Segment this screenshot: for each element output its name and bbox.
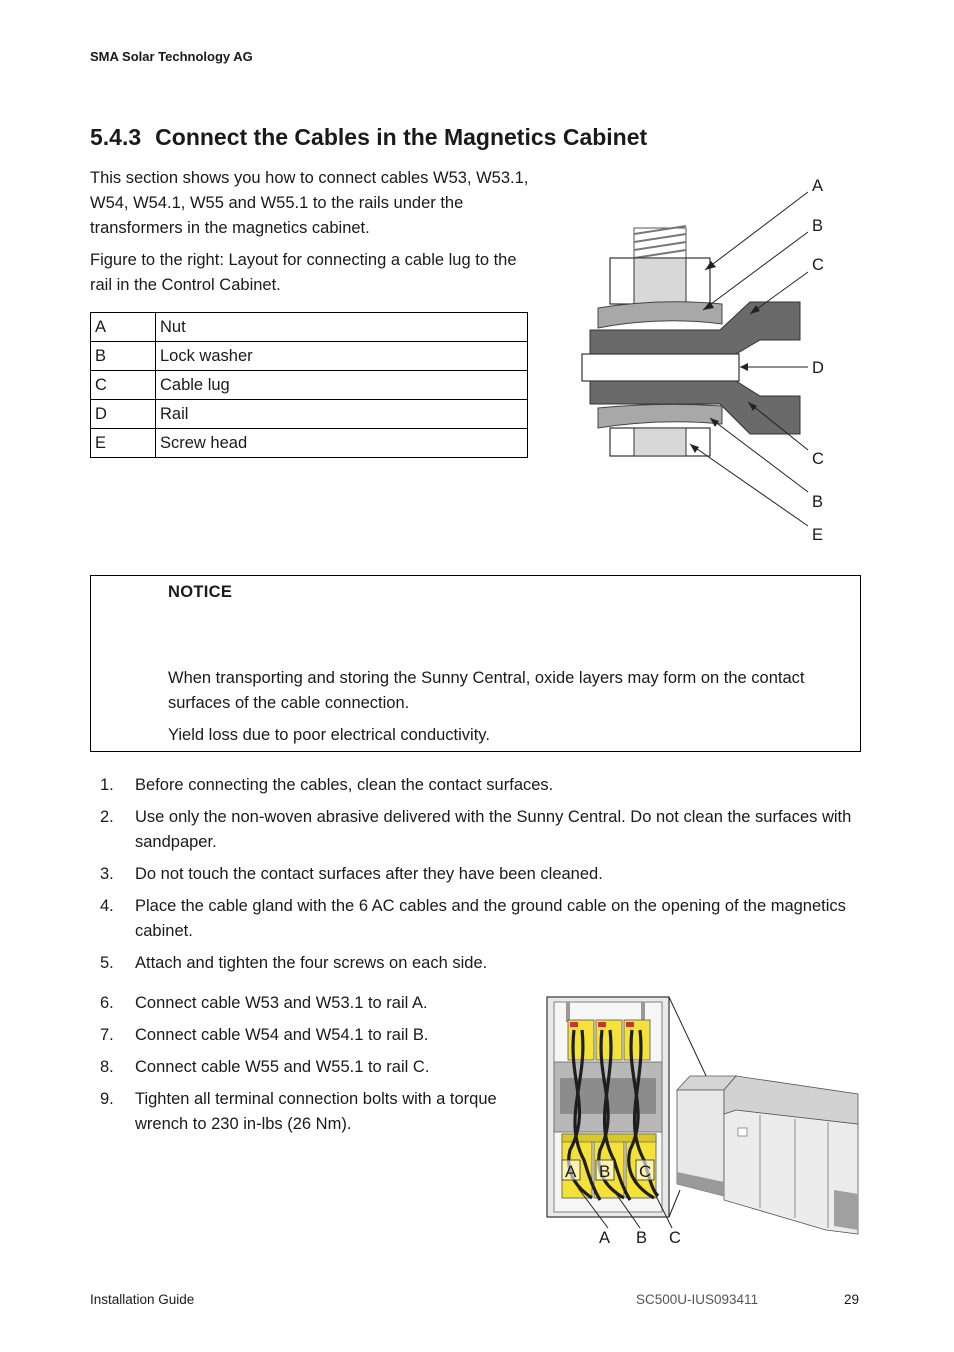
list-item xyxy=(90,805,861,855)
callout-c: C xyxy=(669,1229,681,1247)
notice-body xyxy=(168,666,853,755)
notice-heading: NOTICE xyxy=(168,583,233,601)
intro-paragraph: This section shows you how to connect cables W53, W53.1, W54, W54.1, W55 and W55.1 to the rails under the transformers in the magnetics cabinet. xyxy=(90,169,529,237)
step-number: 2. xyxy=(100,808,114,826)
step-text: Tighten all terminal connection bolts with a torque wrench to 230 in-lbs (26 Nm). xyxy=(135,1090,497,1133)
footer-doc-id: SC500U-IUS093411 xyxy=(636,1292,759,1307)
list-item xyxy=(90,773,861,798)
lock-washer-bottom xyxy=(598,404,722,428)
step-text: Before connecting the cables, clean the contact surfaces. xyxy=(135,776,554,794)
step-number: 3. xyxy=(100,865,114,883)
steps-list xyxy=(90,773,861,983)
step-text: Place the cable gland with the 6 AC cables and the ground cable on the opening of the magnetics cabinet. xyxy=(135,897,846,940)
step-number: 6. xyxy=(100,994,114,1012)
company-name: SMA Solar Technology AG xyxy=(90,49,253,64)
step-text: Connect cable W53 and W53.1 to rail A. xyxy=(135,994,428,1012)
legend-label: Cable lug xyxy=(156,371,528,400)
list-item xyxy=(90,894,861,944)
nut-shape xyxy=(610,258,710,304)
magnetics-cabinet-figure xyxy=(540,990,870,1255)
callout-label: B xyxy=(812,217,824,235)
rail-label-c: C xyxy=(639,1162,652,1181)
sunny-central-cabinet xyxy=(677,1076,858,1234)
step-number: 9. xyxy=(100,1090,114,1108)
step-text: Use only the non-woven abrasive delivered with the Sunny Central. Do not clean the surfaces with sandpaper. xyxy=(135,808,852,851)
table-row xyxy=(91,342,528,371)
step-number: 5. xyxy=(100,954,114,972)
legend-label: Screw head xyxy=(156,429,528,458)
step-number: 7. xyxy=(100,1026,114,1044)
list-item xyxy=(90,1023,530,1048)
legend-key: C xyxy=(91,371,156,400)
legend-key: A xyxy=(91,313,156,342)
legend-label: Rail xyxy=(156,400,528,429)
notice-box xyxy=(90,575,861,752)
step-text: Connect cable W55 and W55.1 to rail C. xyxy=(135,1058,430,1076)
callout-label: D xyxy=(812,359,824,377)
legend-key: E xyxy=(91,429,156,458)
section-title-text: Connect the Cables in the Magnetics Cabinet xyxy=(155,124,648,150)
figure-caption: Figure to the right: Layout for connecting a cable lug to the rail in the Control Cabinet. xyxy=(90,251,517,294)
callout-label: E xyxy=(812,526,824,544)
callout-label: C xyxy=(812,256,824,274)
legend-key: D xyxy=(91,400,156,429)
cable-lug-diagram xyxy=(560,170,850,550)
list-item xyxy=(90,991,530,1016)
section-number: 5.4.3 xyxy=(90,124,142,150)
step-text: Connect cable W54 and W54.1 to rail B. xyxy=(135,1026,429,1044)
list-item xyxy=(90,951,861,976)
steps-list-continued xyxy=(90,991,530,1144)
lock-washer-top xyxy=(598,302,722,328)
rail-label-b: B xyxy=(599,1162,611,1181)
section-title xyxy=(90,124,647,151)
callout-label: B xyxy=(812,493,824,511)
table-row xyxy=(91,429,528,458)
step-number: 8. xyxy=(100,1058,114,1076)
notice-text: When transporting and storing the Sunny Central, oxide layers may form on the contact surfaces of the cable connection. xyxy=(168,669,805,712)
table-row xyxy=(91,400,528,429)
step-text: Attach and tighten the four screws on each side. xyxy=(135,954,488,972)
callout-label: A xyxy=(812,177,824,195)
step-text: Do not touch the contact surfaces after they have been cleaned. xyxy=(135,865,603,883)
rail-shape xyxy=(582,354,739,381)
list-item xyxy=(90,862,861,887)
step-number: 4. xyxy=(100,897,114,915)
table-row xyxy=(91,371,528,400)
list-item xyxy=(90,1055,530,1080)
legend-table xyxy=(90,312,528,458)
legend-key: B xyxy=(91,342,156,371)
notice-consequence: Yield loss due to poor electrical conductivity. xyxy=(168,726,490,744)
list-item xyxy=(90,1087,530,1137)
callout-label: C xyxy=(812,450,824,468)
rail-label-a: A xyxy=(565,1162,577,1181)
callout-b: B xyxy=(636,1229,648,1247)
callout-a: A xyxy=(599,1229,611,1247)
step-number: 1. xyxy=(100,776,114,794)
page-number: 29 xyxy=(844,1292,860,1307)
legend-label: Nut xyxy=(156,313,528,342)
bolt-thread xyxy=(634,226,686,258)
legend-label: Lock washer xyxy=(156,342,528,371)
table-row xyxy=(91,313,528,342)
footer-doc-type: Installation Guide xyxy=(90,1292,195,1307)
